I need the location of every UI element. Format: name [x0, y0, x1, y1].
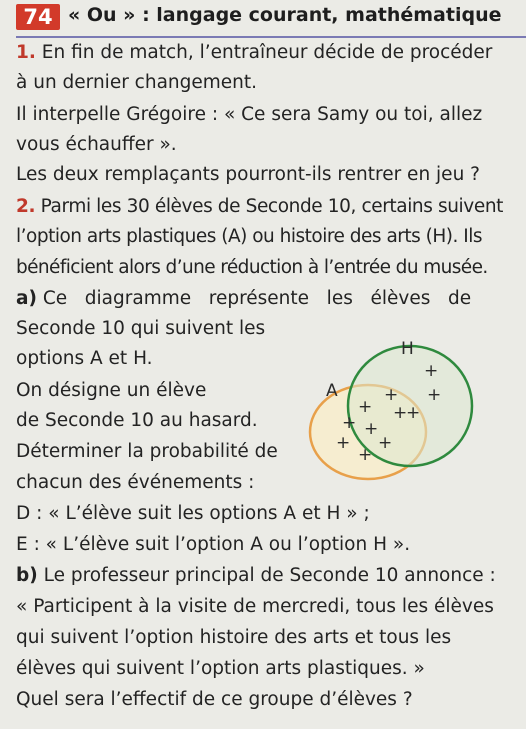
part2a-line4: On désigne un élève: [16, 380, 207, 401]
part2-line1: [16, 196, 503, 218]
plus-mark: +: [393, 403, 408, 423]
title-underline: [16, 36, 526, 38]
part2a-line5: de Seconde 10 au hasard.: [16, 410, 258, 431]
plus-mark: +: [384, 385, 399, 405]
part2b-label: b): [16, 565, 38, 586]
label-A: A: [326, 381, 338, 401]
part2-line3: bénéficient alors d’une réduction à l’entrée du musée.: [16, 257, 488, 278]
plus-mark: +: [378, 433, 393, 453]
event-E: E : « L’élève suit l’option A ou l’option H ».: [16, 534, 411, 555]
part2-number: 2.: [16, 196, 36, 217]
exercise-title: « Ou » : langage courant, mathématique: [68, 4, 502, 26]
exercise-number-badge: 74: [16, 4, 60, 30]
part1-line2: à un dernier changement.: [16, 72, 258, 93]
venn-diagram: [298, 334, 508, 484]
event-D: D : « L’élève suit les options A et H » ;: [16, 503, 370, 524]
part2a-line7: chacun des événements :: [16, 472, 255, 493]
label-H: H: [401, 339, 414, 359]
plus-mark: +: [424, 361, 439, 381]
plus-mark: +: [427, 385, 442, 405]
part2b-text-line1: Le professeur principal de Seconde 10 annonce :: [43, 565, 496, 586]
part2-text-line1: Parmi les 30 élèves de Seconde 10, certains suivent: [40, 196, 503, 217]
part1-number: 1.: [16, 42, 36, 63]
part2-line2: l’option arts plastiques (A) ou histoire des arts (H). Ils: [16, 226, 483, 247]
part2a-text-line1: Ce diagramme représente les élèves de: [42, 288, 472, 309]
part2a-label: a): [16, 288, 37, 309]
part1-line5: Les deux remplaçants pourront-ils rentrer en jeu ?: [16, 164, 480, 185]
part1-line1: [16, 42, 492, 64]
part1-line4: vous échauffer ».: [16, 134, 177, 155]
plus-mark: +: [358, 445, 373, 465]
plus-mark: +: [358, 397, 373, 417]
part1-text-line1: En fin de match, l’entraîneur décide de procéder: [41, 42, 493, 63]
part1-line3: Il interpelle Grégoire : « Ce sera Samy ou toi, allez: [16, 104, 483, 125]
plus-mark: +: [336, 433, 351, 453]
plus-mark: +: [342, 413, 357, 433]
part2b-line3: qui suivent l’option histoire des arts et tous les: [16, 627, 452, 648]
part2b-line1: [16, 565, 496, 587]
part2b-line4: élèves qui suivent l’option arts plastiques. »: [16, 658, 425, 679]
part2b-line5: Quel sera l’effectif de ce groupe d’élèves ?: [16, 689, 413, 710]
part2a-line3: options A et H.: [16, 348, 153, 369]
part2a-line2: Seconde 10 qui suivent les: [16, 318, 266, 339]
plus-mark: +: [364, 419, 379, 439]
exercise-header: [16, 2, 516, 32]
part2a-line1: [16, 288, 471, 310]
part2b-line2: « Participent à la visite de mercredi, tous les élèves: [16, 596, 494, 617]
plus-mark: +: [406, 403, 421, 423]
part2a-line6: Déterminer la probabilité de: [16, 441, 278, 462]
